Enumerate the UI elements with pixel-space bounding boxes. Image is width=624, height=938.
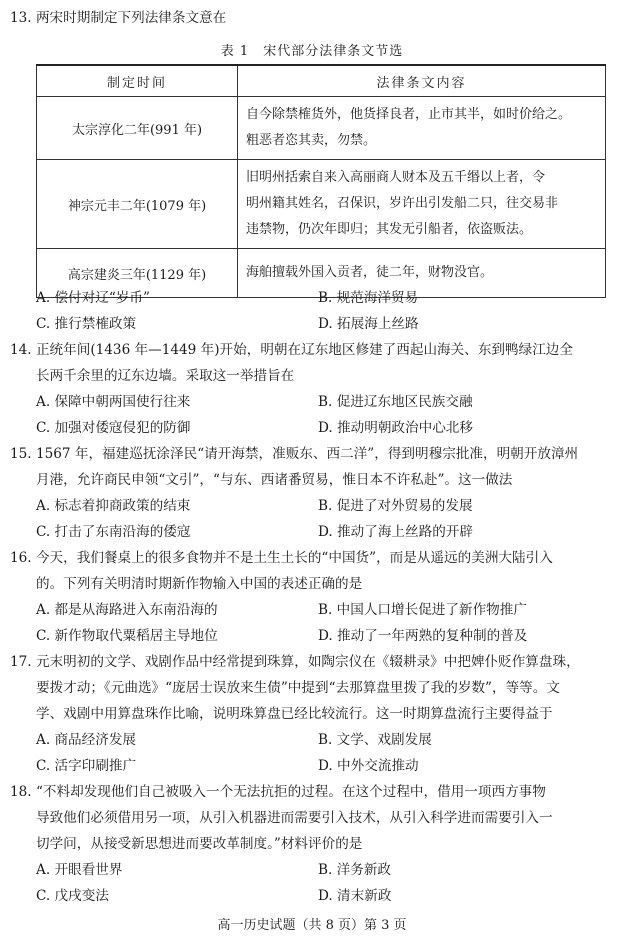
row-time: 神宗元丰二年(1079 年): [37, 160, 238, 249]
q17-option-b[interactable]: B. 文学、戏剧发展: [318, 732, 432, 748]
q15-line-1: 15. 1567 年，福建巡抚涂泽民“请开海禁，准贩东、西二洋”，得到明穆宗批准，明朝开放漳州: [10, 446, 579, 462]
page-footer: 高一历史试题（共 8 页）第 3 页: [217, 918, 407, 933]
q15-option-b[interactable]: B. 促进了对外贸易的发展: [318, 498, 473, 514]
q15-line-2: 月港，允许商民申领“文引”，“与东、西诸番贸易，惟日本不许私赴”。这一做法: [36, 472, 513, 488]
q16-option-d[interactable]: D. 推动了一年两熟的复种制的普及: [318, 628, 528, 644]
content-line: 海舶擅载外国入贡者，徒二年，财物没官。: [246, 265, 494, 280]
q18-option-d[interactable]: D. 清末新政: [318, 888, 392, 904]
q18-line-3: 切学问，从接受新思想进而要改革制度。”材料评价的是: [36, 836, 363, 852]
content-line: 明州籍其姓名，召保识，岁许出引发船二只，往交易非: [246, 196, 559, 211]
header-time: 制定时间: [37, 65, 238, 97]
content-line: 违禁物，仍次年即归；其发无引船者，依盗贩法。: [246, 222, 533, 237]
row-time: 高宗建炎三年(1129 年): [37, 249, 238, 298]
row-content: [238, 97, 606, 160]
q13-stem: 13. 两宋时期制定下列法律条文意在: [10, 10, 227, 26]
q14-option-a[interactable]: A. 保障中朝两国使行往来: [36, 394, 191, 410]
q17-line-2: 要拨才动；《元曲选》“庞居士误放来生债”中提到“去那算盘里拨了我的岁数”，等等。文: [36, 680, 560, 696]
q17-option-c[interactable]: C. 活字印刷推广: [36, 758, 137, 774]
q16-option-b[interactable]: B. 中国人口增长促进了新作物推广: [318, 602, 527, 618]
q14-line-1: 14. 正统年间(1436 年—1449 年)开始，明朝在辽东地区修建了西起山海关、东到鸭绿江边全: [10, 342, 573, 358]
content-line: 粗恶者恣其卖，勿禁。: [246, 133, 377, 148]
q13-option-d[interactable]: D. 拓展海上丝路: [318, 316, 419, 332]
q17-option-a[interactable]: A. 商品经济发展: [36, 732, 137, 748]
q18-option-b[interactable]: B. 洋务新政: [318, 862, 392, 878]
content-line: 旧明州括索自来入高丽商人财本及五千缗以上者，令: [246, 170, 546, 185]
law-table: [36, 64, 606, 298]
q16-option-c[interactable]: C. 新作物取代粟稻居主导地位: [36, 628, 218, 644]
q15-option-a[interactable]: A. 标志着抑商政策的结束: [36, 498, 191, 514]
table-row: [37, 160, 606, 249]
q13-option-a[interactable]: A. 偿付对辽“岁币”: [36, 290, 150, 306]
q18-line-2: 导致他们必须借用另一项，从引入机器进而需要引入技术，从引入科学进而需要引入一: [36, 810, 553, 826]
q18-line-1: 18. “不料却发现他们自己被吸入一个无法抗拒的过程。在这个过程中，借用一项西方事物: [10, 784, 546, 800]
q17-line-3: 学、戏剧中用算盘珠作比喻，说明珠算盘已经比较流行。这一时期算盘流行主要得益于: [36, 706, 553, 722]
q18-option-c[interactable]: C. 戊戌变法: [36, 888, 109, 904]
q13-option-c[interactable]: C. 推行禁榷政策: [36, 316, 137, 332]
row-time: 太宗淳化二年(991 年): [37, 97, 238, 160]
content-line: 自今除禁榷货外，他货择良者，止市其半，如时价给之。: [246, 107, 572, 122]
q18-option-a[interactable]: A. 开眼看世界: [36, 862, 123, 878]
q16-line-1: 16. 今天，我们餐桌上的很多食物并不是土生土长的“中国货”，而是从遥远的美洲大陆引入: [10, 550, 553, 566]
row-content: [238, 160, 606, 249]
q17-option-d[interactable]: D. 中外交流推动: [318, 758, 419, 774]
q14-option-c[interactable]: C. 加强对倭寇侵犯的防御: [36, 420, 191, 436]
q15-option-c[interactable]: C. 打击了东南沿海的倭寇: [36, 524, 191, 540]
q16-line-2: 的。下列有关明清时期新作物输入中国的表述正确的是: [36, 576, 363, 592]
table-row: [37, 97, 606, 160]
table-caption: 表 1 宋代部分法律条文节选: [220, 44, 404, 59]
q14-option-b[interactable]: B. 促进辽东地区民族交融: [318, 394, 473, 410]
header-content: 法律条文内容: [238, 65, 606, 97]
q13-option-b[interactable]: B. 规范海洋贸易: [318, 290, 419, 306]
q15-option-d[interactable]: D. 推动了海上丝路的开辟: [318, 524, 473, 540]
q17-line-1: 17. 元末明初的文学、戏剧作品中经常提到珠算，如陶宗仪在《辍耕录》中把婢仆贬作算盘珠，: [10, 654, 580, 670]
q14-option-d[interactable]: D. 推动明朝政治中心北移: [318, 420, 473, 436]
q14-line-2: 长两千余里的辽东边墙。采取这一举措旨在: [36, 368, 295, 384]
row-content: [238, 249, 606, 298]
q16-option-a[interactable]: A. 都是从海路进入东南沿海的: [36, 602, 218, 618]
table-header-row: [37, 65, 606, 97]
